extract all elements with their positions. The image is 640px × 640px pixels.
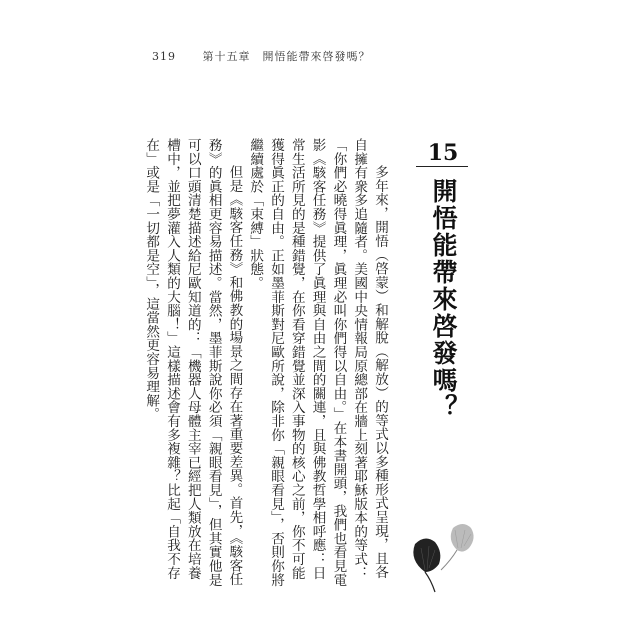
ginkgo-leaves-ornament — [395, 500, 485, 600]
chapter-title-rule — [416, 166, 468, 167]
running-head — [152, 48, 371, 64]
page-number: 319 — [152, 50, 176, 63]
paragraph-1: 多年來，開悟（啓蒙）和解脫（解放）的等式以多種形式呈現，且各自擁有衆多追隨者。美國中央情報局原總部在牆上刻著耶穌版本的等式：「你們必曉得眞理，眞理必叫你們得以自由。」在本書開頭，我們也看見電影《駭客任務》提供了眞理與自由之間的關連，且與佛教哲學相呼應：日常生活所見的是種錯覺，在你看穿錯覺並深入事物的核心之前，你不可能獲得眞正的自由。正如墨菲斯對尼歐所說，除非你「親眼看見」，否則你將繼續處於「束縛」狀態。 — [247, 138, 388, 587]
body-text — [143, 138, 390, 588]
paragraph-2: 但是《駭客任務》和佛教的場景之間存在著重要差異。首先，《駭客任務》的眞相更容易描述。當然，墨菲斯說你必須「親眼看見」，但其實他是可以口頭清楚描述給尼歐知道的：「機器人母體主宰已經把人類放在培養槽中，並把夢灌入人類的大腦！」這樣描述會有多複雜？比起「自我不存在」或是「一切都是空」，這當然更容易理解。 — [143, 138, 243, 587]
ginkgo-leaf-small-icon — [441, 524, 474, 570]
running-head-chapter: 第十五章 開悟能帶來啓發嗎？ — [202, 50, 371, 63]
chapter-number: 15 — [427, 140, 459, 166]
ginkgo-leaf-large-icon — [413, 538, 440, 592]
chapter-title: 開悟能帶來啓發嗎？ — [429, 178, 458, 421]
